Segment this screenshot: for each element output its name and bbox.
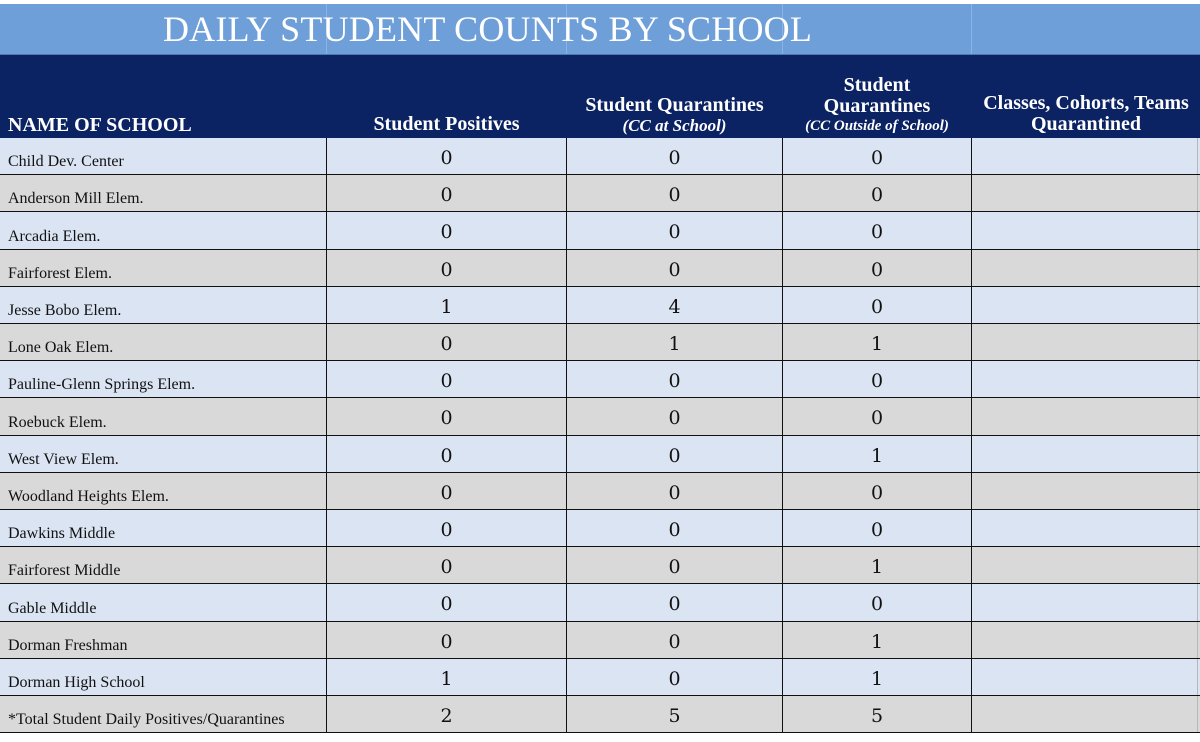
cell-quarantines-at-school[interactable]: 4 bbox=[567, 287, 783, 323]
cell-student-positives[interactable]: 0 bbox=[327, 622, 567, 658]
cell-school-name[interactable]: Child Dev. Center bbox=[0, 138, 327, 174]
table-row bbox=[0, 622, 1200, 659]
header-label: Quarantines bbox=[823, 95, 931, 117]
cell-classes-quarantined[interactable] bbox=[972, 250, 1198, 286]
cell-student-positives[interactable]: 0 bbox=[327, 212, 567, 248]
cell-school-name[interactable]: Woodland Heights Elem. bbox=[0, 473, 327, 509]
cell-classes-quarantined[interactable] bbox=[972, 622, 1198, 658]
cell-student-positives[interactable]: 0 bbox=[327, 547, 567, 583]
cell-student-positives[interactable]: 1 bbox=[327, 287, 567, 323]
cell-quarantines-at-school[interactable]: 0 bbox=[567, 547, 783, 583]
cell-quarantines-outside[interactable]: 0 bbox=[783, 287, 972, 323]
header-label: Student Quarantines bbox=[585, 94, 764, 116]
cell-quarantines-outside[interactable]: 0 bbox=[783, 361, 972, 397]
cell-quarantines-at-school[interactable]: 0 bbox=[567, 584, 783, 620]
cell-classes-quarantined[interactable] bbox=[972, 436, 1198, 472]
cell-student-positives[interactable]: 0 bbox=[327, 250, 567, 286]
cell-student-positives[interactable]: 0 bbox=[327, 398, 567, 434]
sheet-title[interactable]: DAILY STUDENT COUNTS BY SCHOOL bbox=[162, 9, 813, 49]
table-row bbox=[0, 547, 1200, 584]
table-row bbox=[0, 138, 1200, 175]
cell-quarantines-at-school[interactable]: 0 bbox=[567, 175, 783, 211]
cell-quarantines-at-school[interactable]: 0 bbox=[567, 473, 783, 509]
cell-classes-quarantined[interactable] bbox=[972, 212, 1198, 248]
table-row bbox=[0, 287, 1200, 324]
cell-student-positives[interactable]: 0 bbox=[327, 473, 567, 509]
cell-classes-quarantined[interactable] bbox=[972, 287, 1198, 323]
cell-quarantines-at-school[interactable]: 0 bbox=[567, 398, 783, 434]
cell-school-name[interactable]: Anderson Mill Elem. bbox=[0, 175, 327, 211]
cell-classes-quarantined[interactable] bbox=[972, 696, 1198, 732]
cell-classes-quarantined[interactable] bbox=[972, 547, 1198, 583]
cell-quarantines-outside[interactable]: 1 bbox=[783, 622, 972, 658]
cell-school-name[interactable]: Fairforest Middle bbox=[0, 547, 327, 583]
header-quarantines-outside[interactable] bbox=[783, 55, 971, 138]
table-row bbox=[0, 250, 1200, 287]
header-label: Classes, Cohorts, Teams bbox=[983, 92, 1189, 114]
cell-classes-quarantined[interactable] bbox=[972, 659, 1198, 695]
cell-quarantines-outside[interactable]: 0 bbox=[783, 473, 972, 509]
cell-quarantines-at-school[interactable]: 0 bbox=[567, 212, 783, 248]
cell-student-positives[interactable]: 2 bbox=[327, 696, 567, 732]
cell-student-positives[interactable]: 0 bbox=[327, 138, 567, 174]
cell-quarantines-at-school[interactable]: 0 bbox=[567, 138, 783, 174]
cell-quarantines-outside[interactable]: 0 bbox=[783, 584, 972, 620]
cell-quarantines-at-school[interactable]: 0 bbox=[567, 436, 783, 472]
cell-quarantines-at-school[interactable]: 0 bbox=[567, 622, 783, 658]
table-row bbox=[0, 659, 1200, 696]
header-name-of-school[interactable] bbox=[0, 55, 326, 138]
cell-school-name[interactable]: Jesse Bobo Elem. bbox=[0, 287, 327, 323]
cell-student-positives[interactable]: 0 bbox=[327, 361, 567, 397]
header-sublabel: (CC at School) bbox=[622, 116, 727, 135]
cell-school-name[interactable]: Dorman Freshman bbox=[0, 622, 327, 658]
header-label: Student Positives bbox=[373, 113, 520, 135]
table-row bbox=[0, 473, 1200, 510]
header-quarantines-at-school[interactable] bbox=[567, 55, 782, 138]
cell-quarantines-at-school[interactable]: 0 bbox=[567, 361, 783, 397]
cell-school-name[interactable]: *Total Student Daily Positives/Quarantines bbox=[0, 696, 327, 732]
cell-quarantines-outside[interactable]: 0 bbox=[783, 175, 972, 211]
cell-quarantines-outside[interactable]: 1 bbox=[783, 324, 972, 360]
cell-classes-quarantined[interactable] bbox=[972, 361, 1198, 397]
table-row bbox=[0, 398, 1200, 435]
header-student-positives[interactable] bbox=[327, 55, 566, 138]
sheet-bottom-margin bbox=[0, 733, 1200, 742]
cell-school-name[interactable]: Dawkins Middle bbox=[0, 510, 327, 546]
cell-classes-quarantined[interactable] bbox=[972, 473, 1198, 509]
cell-quarantines-at-school[interactable]: 0 bbox=[567, 659, 783, 695]
cell-student-positives[interactable]: 0 bbox=[327, 175, 567, 211]
cell-classes-quarantined[interactable] bbox=[972, 510, 1198, 546]
cell-classes-quarantined[interactable] bbox=[972, 584, 1198, 620]
cell-quarantines-at-school[interactable]: 0 bbox=[567, 510, 783, 546]
cell-student-positives[interactable]: 0 bbox=[327, 510, 567, 546]
table-row bbox=[0, 510, 1200, 547]
table-row bbox=[0, 324, 1200, 361]
cell-quarantines-at-school[interactable]: 5 bbox=[567, 696, 783, 732]
header-label: Quarantined bbox=[1030, 113, 1142, 135]
cell-classes-quarantined[interactable] bbox=[972, 138, 1198, 174]
title-bar bbox=[0, 4, 1200, 55]
cell-student-positives[interactable]: 0 bbox=[327, 584, 567, 620]
table-row bbox=[0, 584, 1200, 621]
cell-classes-quarantined[interactable] bbox=[972, 324, 1198, 360]
cell-quarantines-outside[interactable]: 0 bbox=[783, 138, 972, 174]
table-row bbox=[0, 212, 1200, 249]
cell-school-name[interactable]: Lone Oak Elem. bbox=[0, 324, 327, 360]
cell-school-name[interactable]: Dorman High School bbox=[0, 659, 327, 695]
cell-quarantines-outside[interactable]: 0 bbox=[783, 250, 972, 286]
table-row bbox=[0, 436, 1200, 473]
cell-school-name[interactable]: West View Elem. bbox=[0, 436, 327, 472]
table-row bbox=[0, 175, 1200, 212]
cell-quarantines-outside[interactable]: 1 bbox=[783, 436, 972, 472]
header-label: NAME OF SCHOOL bbox=[8, 114, 192, 136]
cell-quarantines-outside[interactable]: 5 bbox=[783, 696, 972, 732]
header-classes-quarantined[interactable] bbox=[972, 55, 1200, 138]
cell-quarantines-outside[interactable]: 0 bbox=[783, 398, 972, 434]
cell-classes-quarantined[interactable] bbox=[972, 398, 1198, 434]
cell-quarantines-outside[interactable]: 0 bbox=[783, 510, 972, 546]
header-row bbox=[0, 55, 1200, 138]
cell-school-name[interactable]: Fairforest Elem. bbox=[0, 250, 327, 286]
cell-school-name[interactable]: Roebuck Elem. bbox=[0, 398, 327, 434]
cell-quarantines-at-school[interactable]: 1 bbox=[567, 324, 783, 360]
header-label: Student bbox=[843, 74, 911, 96]
cell-quarantines-at-school[interactable]: 0 bbox=[567, 250, 783, 286]
cell-quarantines-outside[interactable]: 1 bbox=[783, 659, 972, 695]
cell-school-name[interactable]: Arcadia Elem. bbox=[0, 212, 327, 248]
header-sublabel: (CC Outside of School) bbox=[805, 118, 949, 134]
cell-student-positives[interactable]: 0 bbox=[327, 436, 567, 472]
cell-quarantines-outside[interactable]: 1 bbox=[783, 547, 972, 583]
cell-school-name[interactable]: Pauline-Glenn Springs Elem. bbox=[0, 361, 327, 397]
cell-student-positives[interactable]: 0 bbox=[327, 324, 567, 360]
cell-classes-quarantined[interactable] bbox=[972, 175, 1198, 211]
cell-student-positives[interactable]: 1 bbox=[327, 659, 567, 695]
total-row bbox=[0, 696, 1200, 733]
cell-quarantines-outside[interactable]: 0 bbox=[783, 212, 972, 248]
cell-school-name[interactable]: Gable Middle bbox=[0, 584, 327, 620]
table-row bbox=[0, 361, 1200, 398]
